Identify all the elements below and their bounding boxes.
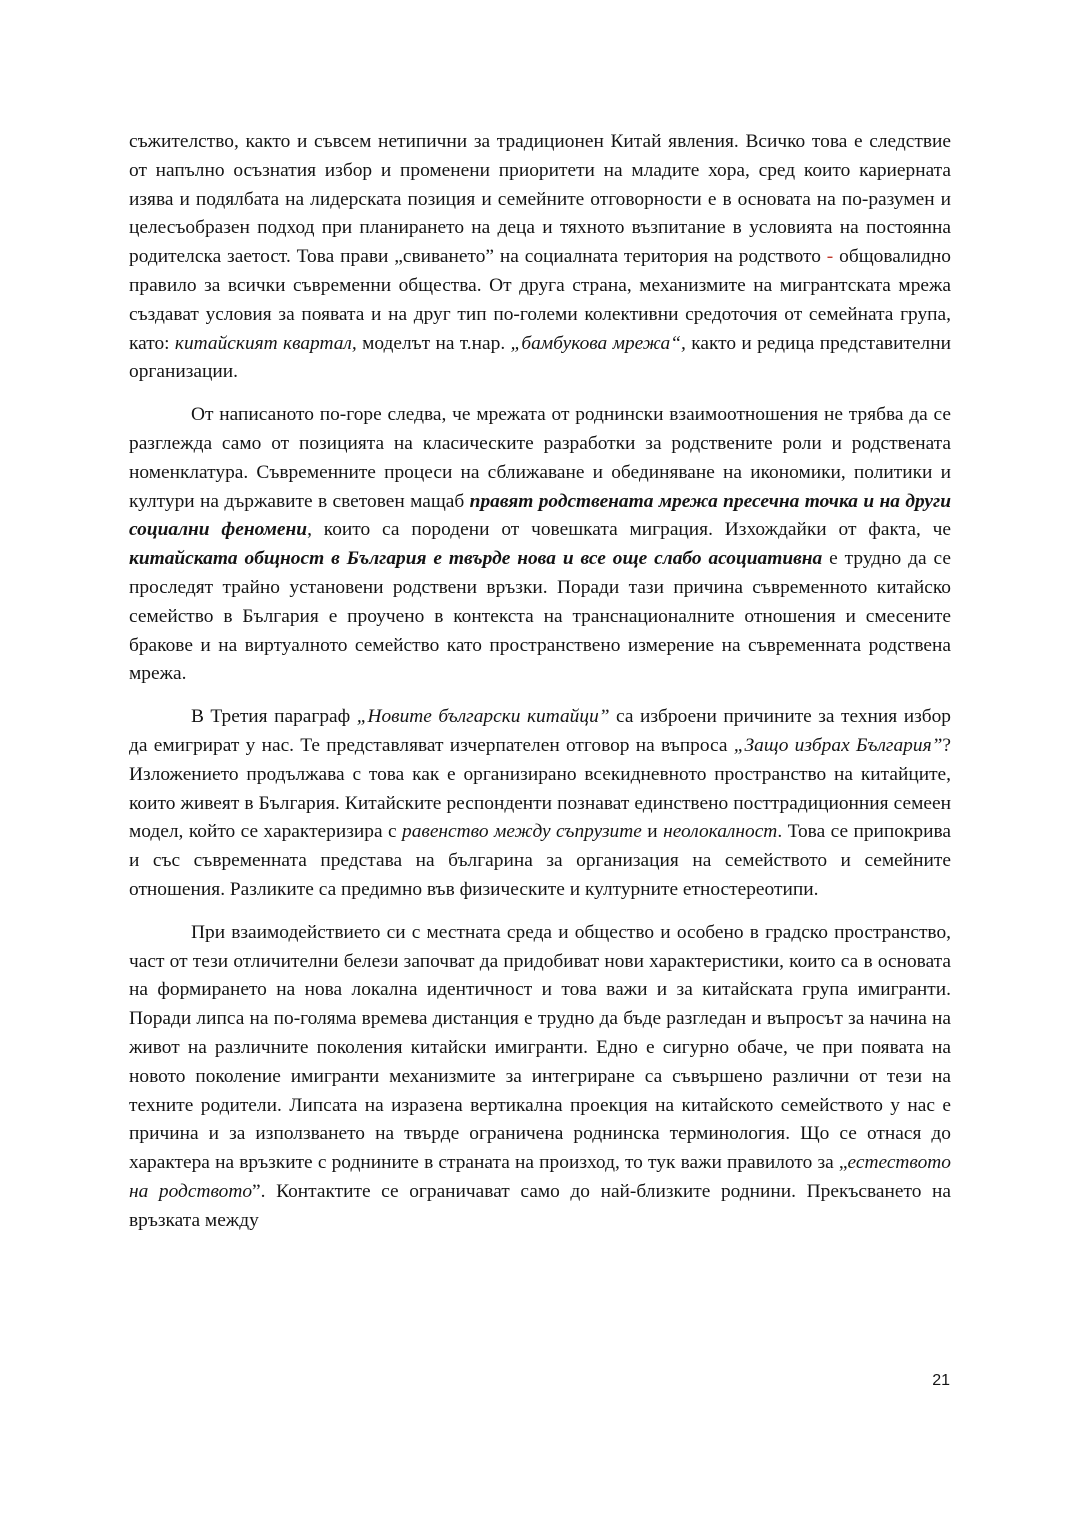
italic-term: китайският квартал,	[174, 332, 357, 354]
body-text	[129, 128, 951, 1235]
page-number: 21	[932, 1372, 950, 1389]
paragraph: От написаното по-горе следва, че мрежата от роднински взаимоотношения не трябва да се разглежда само от позицията на класическите разработки за родствените роли и родствената номенклатура. Съвременните процеси на сближаване и обединяване на икономики, политики и култури на държавите в световен мащаб правят родствената мрежа пресечна точка и на други социални феномени, които са породени от човешката миграция. Изхождайки от факта, че китайската общност в България е твърде нова и все още слабо асоциативна е трудно да се проследят трайно установени родствени връзки. Поради тази причина съвременното китайско семейство в България е проучено в контекста на транснационалните отношения и смесените бракове и на виртуалното семейство като пространствено измерение на съвременната родствена мрежа.	[129, 404, 951, 685]
italic-term: естеството на родството	[129, 1152, 951, 1202]
paragraph: При взаимодействието си с местната среда и общество и особено в градско пространство, част от тези отличителни белези започват да придобиват нови характеристики, които са в основата на формирането на нова локална идентичност и това важи и за китайската група имигранти. Поради липса на по-голяма времева дистанция е трудно да бъде разгледан и въпросът за начина на живот на различните поколения китайски имигранти. Едно е сигурно обаче, че при появата на новото поколение имигранти механизмите за интегриране са съвършено различни от тези на техните родители. Липсата на изразена вертикална проекция на китайското семейството у нас е причина и за използването на твърде ограничена роднинска терминология. Що се отнася до характера на връзките с роднините в страната на произход, то тук важи правилото за „естеството на родството”. Контактите се ограничават само до най-близките роднини. Прекъсването на връзката между	[129, 921, 951, 1231]
emphasis: правят родствената мрежа пресечна точка и на други социални феномени	[129, 490, 951, 541]
paragraph: съжителство, както и съвсем нетипични за традиционен Китай явления. Всичко това е следствие от напълно осъзнатия избор и променени приоритети на младите хора, сред които кариерната изява и подялбата на лидерската позиция и семейните отговорности е в основата на по-разумен и целесъобразен подход при планирането на деца и тяхното възпитание в условията на постоянна родителска заетост. Това прави „свиването” на социалната територия на родството - общовалидно правило за всички съвременни общества. От друга страна, механизмите на мигрантската мрежа създават условия за появата и на друг тип по-големи колективни средоточия от семейната група, като: китайският квартал, моделът на т.нар. „бамбукова мрежа“, както и редица представителни организации.	[129, 131, 951, 383]
italic-term: неолокалност	[663, 821, 778, 843]
italic-term: „Защо избрах България”	[733, 734, 943, 756]
italic-term: равенство между съпрузите	[402, 821, 642, 843]
paragraph: В Третия параграф „Новите български китайци” са изброени причините за техния избор да емигрират у нас. Те представляват изчерпателен отговор на въпроса „Защо избрах България”? Изложението продължава с това как е организирано всекидневното пространство на китайците, които живеят в България. Китайските респонденти познават единствено посттрадиционния семеен модел, който се характеризира с равенство между съпрузите и неолокалност. Това се припокрива и със съвременната представа на българина за организация на семейството и семейните отношения. Разликите са предимно във физическите и културните етностереотипи.	[129, 706, 951, 900]
italic-term: „Новите български китайци”	[356, 706, 610, 728]
italic-term: „бамбукова мрежа“,	[510, 332, 686, 354]
emphasis: китайската общност в България е твърде нова и все още слабо асоциативна	[129, 548, 823, 570]
